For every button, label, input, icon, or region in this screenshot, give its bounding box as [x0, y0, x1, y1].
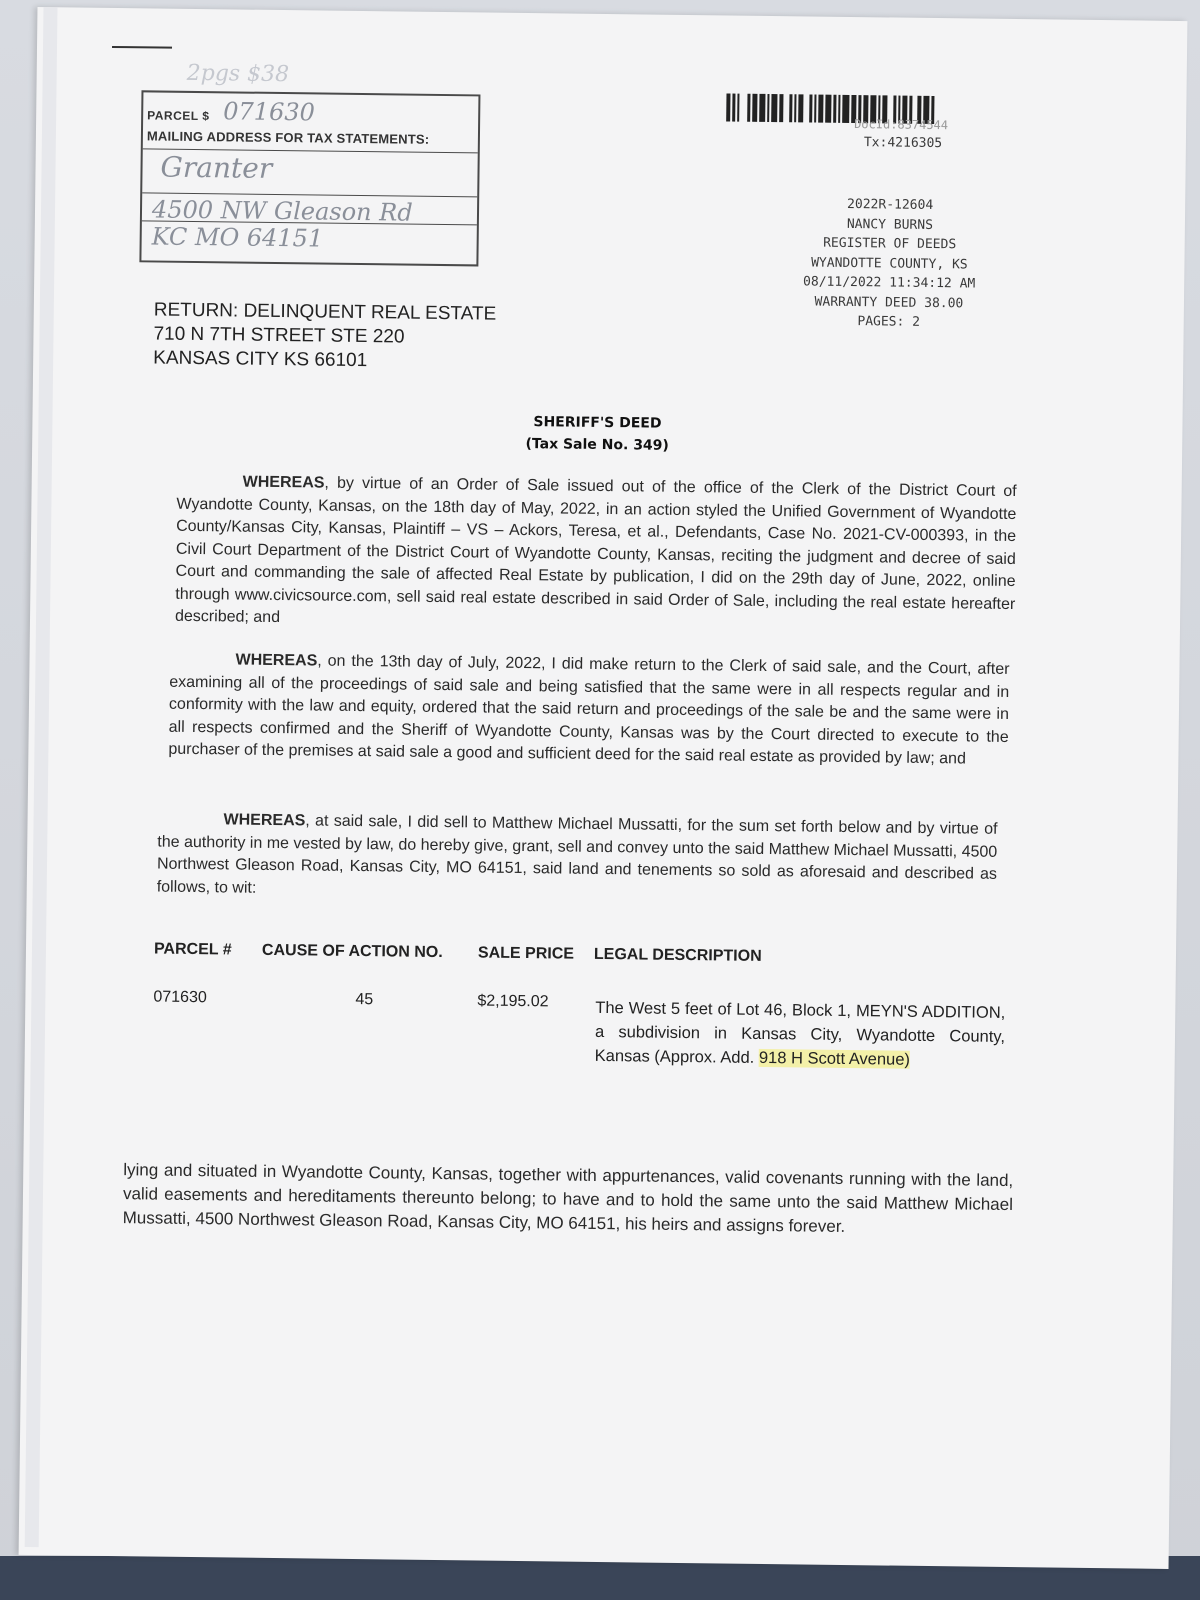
return-address — [153, 298, 496, 374]
recording-line: 08/11/2022 11:34:12 AM — [803, 274, 976, 292]
faint-handwritten-note: 2pgs $38 — [186, 60, 290, 88]
whereas-paragraph-1 — [175, 471, 1017, 639]
whereas-lead: WHEREAS — [235, 651, 318, 670]
paragraph-text: , on the 13th day of July, 2022, I did make return to the Clerk of said sale, and the Court, after examining all of the proceedings of said sale and being satisfied that the same were in all respects regular and in conformity with the law and equity, ordered that the said return and proceedings of the sale be and the same were in all respects confirmed and the Sheriff of Wyandotte County, Kansas was by the Court directed to execute to the purchaser of the premises at said sale a good and sufficient deed for the said real estate as provided by law; and — [168, 652, 1010, 768]
paragraph-text: , by virtue of an Order of Sale issued out of the office of the Clerk of the District Court of Wyandotte County, Kansas, on the 18th day of May, 2022, in an action styled the Unified Government of Wyandotte County/Kansas City, Kansas, Plaintiff – VS – Ackors, Teresa, et al., Defendants, Case No. 2021-CV-000393, in the Civil Court Department of the District Court of Wyandotte County, Kansas, reciting the judgment and decree of said Court and commanding the sale of affected Real Estate by publication, I did on the 29th day of June, 2022, online through www.civicsource.com, sell said real estate described in said Order of Sale, including the real estate hereafter described; and — [174, 474, 1017, 627]
table-header-price: SALE PRICE — [477, 944, 575, 963]
recording-line: PAGES: 2 — [857, 314, 921, 330]
return-line: 710 N 7TH STREET STE 220 — [153, 323, 405, 348]
paragraph-text: , at said sale, I did sell to Matthew Michael Mussatti, for the sum set forth below and by virtue of the authority in me vested by law, do hereby give, grant, sell and convey unto the said Matthew Michael Mussatti, 4500 Northwest Gleason Road, Kansas City, MO 64151, said land and tenements so sold as aforesaid and described as follows, to wit: — [156, 812, 998, 897]
recording-line: NANCY BURNS — [846, 216, 934, 233]
table-cell-price: $2,195.02 — [477, 992, 549, 1011]
stamp-parcel-label: PARCEL $ — [147, 108, 210, 124]
mailing-address-stamp — [139, 90, 480, 266]
stamp-mailing-label: MAILING ADDRESS FOR TAX STATEMENTS: — [146, 128, 430, 147]
recording-block — [774, 194, 1006, 333]
recording-line: WYANDOTTE COUNTY, KS — [811, 255, 968, 272]
document-page — [19, 7, 1188, 1569]
return-line: RETURN: DELINQUENT REAL ESTATE — [153, 299, 497, 325]
stamp-parcel-value: 071630 — [223, 97, 316, 127]
habendum-paragraph: lying and situated in Wyandotte County, Kansas, together with appurtenances, valid covenants running with the land, valid easements and hereditaments thereunto belong; to have and to hold the same unto the said Matthew Michael Mussatti, 4500 Northwest Gleason Road, Kansas City, MO 64151, his heirs and assigns forever. — [122, 1160, 1014, 1236]
highlighted-address: 918 H Scott Avenue) — [758, 1048, 911, 1069]
deed-subtitle: (Tax Sale No. 349) — [525, 436, 669, 454]
whereas-paragraph-2 — [168, 649, 1009, 772]
stamp-street-handwritten: 4500 NW Gleason Rd — [151, 195, 413, 227]
whereas-lead: WHEREAS — [242, 473, 325, 492]
whereas-lead: WHEREAS — [223, 811, 306, 830]
whereas-paragraph-3 — [157, 809, 998, 909]
deed-title-block — [432, 410, 763, 458]
pen-mark — [112, 46, 172, 49]
table-header-legal: LEGAL DESCRIPTION — [593, 945, 762, 965]
document-id: DocId:8374544 — [854, 117, 949, 133]
legal-text: The West 5 feet of Lot 46, Block 1, MEYN'S ADDITION, a subdivision in Kansas City, Wyandotte County, Kansas (Approx. Add. — [594, 998, 1006, 1067]
recording-line: REGISTER OF DEEDS — [823, 235, 957, 253]
table-cell-legal-description — [595, 996, 1006, 1073]
stamp-name-handwritten: Granter — [160, 150, 273, 185]
table-header-parcel: PARCEL # — [153, 940, 232, 959]
transaction-number: Tx:4216305 — [863, 135, 943, 152]
recording-line: WARRANTY DEED 38.00 — [814, 294, 964, 311]
deed-title: SHERIFF'S DEED — [533, 414, 662, 432]
recording-line: 2022R-12604 — [847, 196, 934, 213]
return-line: KANSAS CITY KS 66101 — [153, 347, 368, 372]
table-cell-parcel: 071630 — [153, 988, 207, 1007]
stamp-city-handwritten: KC MO 64151 — [151, 222, 324, 253]
table-cell-cause: 45 — [355, 990, 374, 1009]
table-header-cause: CAUSE OF ACTION NO. — [261, 941, 443, 962]
